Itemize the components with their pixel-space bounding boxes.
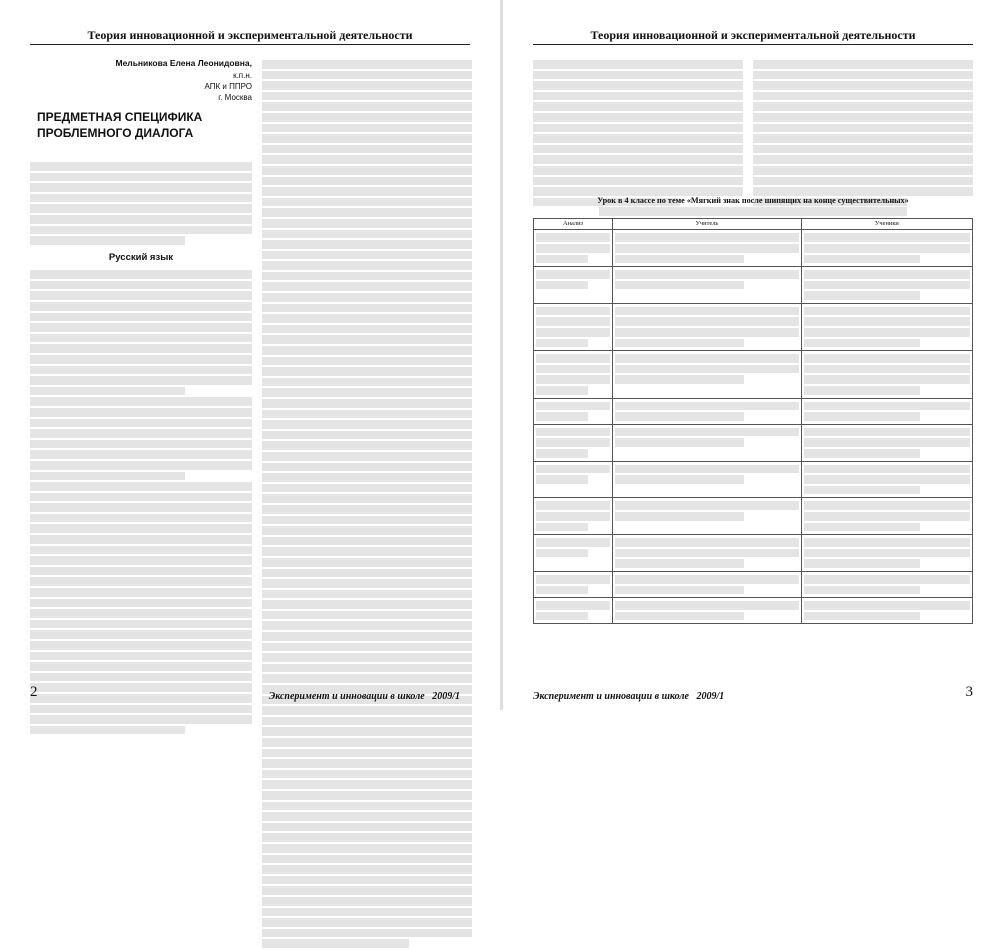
table-row [534,598,973,624]
table-row [534,230,973,267]
table-row [534,461,973,498]
column-header: Учитель [613,219,802,230]
author-name: Мельникова Елена Леонидовна, [115,58,252,68]
left-column-2 [262,58,472,950]
footer-journal: Эксперимент и инновации в школе 2009/1 [533,691,725,702]
table-row [534,535,973,572]
running-header: Теория инновационной и экспериментальной деятельности [533,28,973,45]
author-org: АПК и ППРО [204,82,252,92]
left-column-1 [30,160,252,736]
author-city: г. Москва [218,93,252,103]
footer-journal: Эксперимент и инновации в школе 2009/1 [268,691,460,702]
section-heading: Русский язык [108,251,174,263]
right-column-2 [753,58,973,208]
running-header: Теория инновационной и экспериментальной деятельности [30,28,470,45]
table-row [534,571,973,597]
table-row [534,398,973,424]
column-header: Анализ [534,219,613,230]
article-title: ПРЕДМЕТНАЯ СПЕЦИФИКА ПРОБЛЕМНОГО ДИАЛОГА [37,110,203,140]
author-degree: к.п.н. [233,70,252,80]
lesson-table [533,218,973,624]
table-row [534,267,973,304]
table-title: Урок в 4 классе по теме «Мягкий знак после шипящих на конце существительных» [597,196,909,205]
author-block [60,58,252,103]
table-row [534,424,973,461]
table-row [534,351,973,398]
table-row [534,303,973,350]
left-page [0,0,500,710]
right-column-1 [533,58,743,208]
table-row [534,498,973,535]
table-subtitle [533,207,973,216]
page-number: 3 [965,684,973,700]
right-page [503,0,1003,710]
page-number: 2 [30,684,38,700]
column-header: Ученики [801,219,972,230]
table-header-row [534,219,973,230]
